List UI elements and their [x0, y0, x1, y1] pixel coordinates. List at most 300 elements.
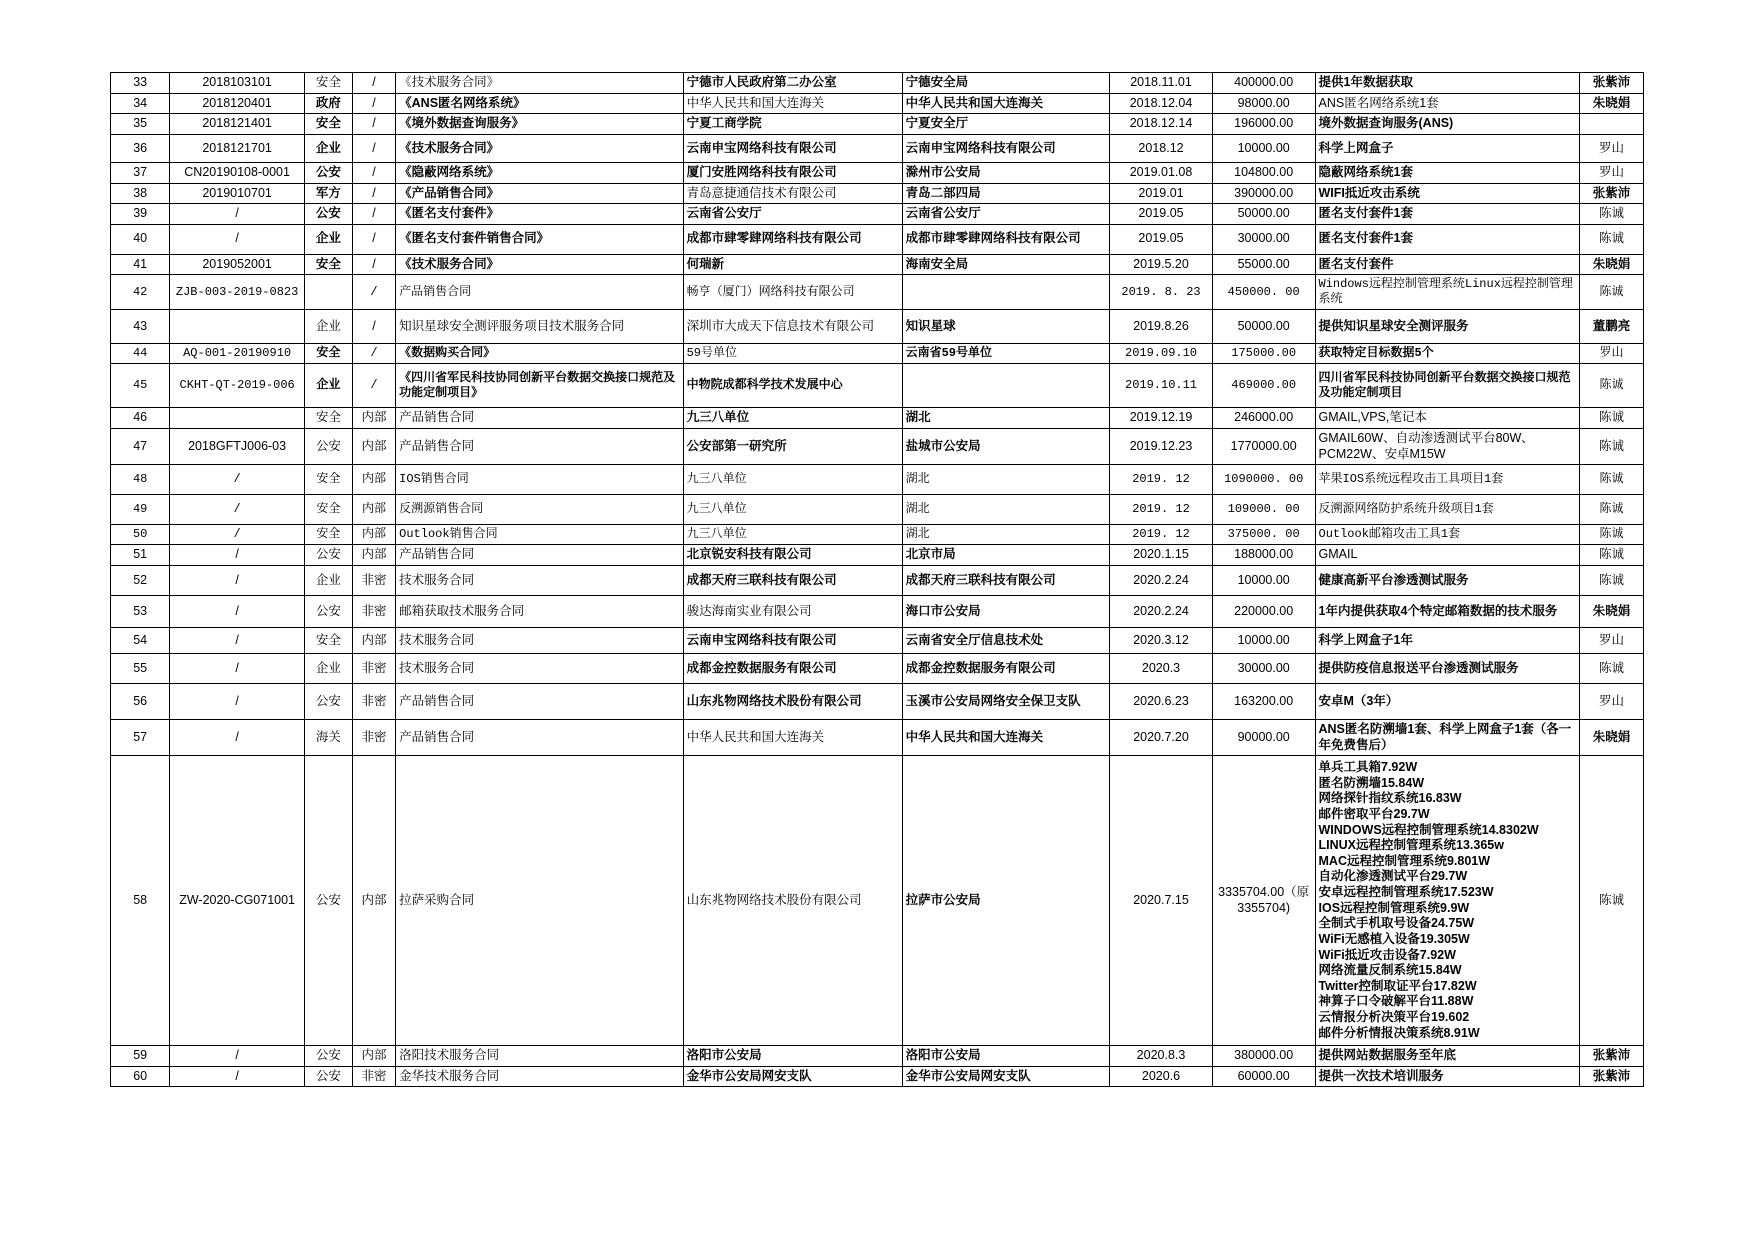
cell-amount: 375000. 00 [1212, 525, 1315, 545]
cell-contract-number: 2018120401 [170, 93, 305, 114]
table-row [111, 254, 1644, 275]
cell-party-a: 北京锐安科技有限公司 [683, 545, 902, 566]
cell-contract-name: 《技术服务合同》 [396, 254, 683, 275]
cell-secrecy: 非密 [352, 719, 395, 755]
cell-category: 企业 [304, 134, 352, 162]
cell-amount: 50000.00 [1212, 310, 1315, 344]
cell-service-content: 匿名支付套件1套 [1315, 224, 1580, 254]
cell-amount: 50000.00 [1212, 204, 1315, 225]
cell-contract-number: / [170, 545, 305, 566]
cell-index: 51 [111, 545, 170, 566]
cell-party-a: 山东兆物网络技术股份有限公司 [683, 756, 902, 1046]
cell-party-b: 宁夏安全厅 [902, 114, 1110, 135]
table-row [111, 719, 1644, 755]
cell-amount: 450000. 00 [1212, 275, 1315, 310]
cell-contract-name: 《隐蔽网络系统》 [396, 162, 683, 183]
cell-secrecy: 内部 [352, 525, 395, 545]
cell-sign-date: 2020.2.24 [1110, 565, 1213, 595]
cell-category: 企业 [304, 653, 352, 683]
cell-amount: 196000.00 [1212, 114, 1315, 135]
cell-contract-number: / [170, 627, 305, 653]
cell-owner: 陈诚 [1580, 545, 1644, 566]
cell-owner: 董鹏亮 [1580, 310, 1644, 344]
cell-contract-name: 《技术服务合同》 [396, 134, 683, 162]
cell-amount: 175000.00 [1212, 344, 1315, 364]
cell-service-content: Windows远程控制管理系统Linux远程控制管理系统 [1315, 275, 1580, 310]
cell-sign-date: 2019.10.11 [1110, 364, 1213, 408]
cell-party-b: 湖北 [902, 465, 1110, 495]
cell-index: 36 [111, 134, 170, 162]
cell-index: 41 [111, 254, 170, 275]
cell-sign-date: 2019.12.19 [1110, 408, 1213, 429]
cell-secrecy: / [352, 73, 395, 94]
service-content-item: 云情报分析决策平台19.602 [1318, 1010, 1470, 1024]
cell-owner: 陈诚 [1580, 495, 1644, 525]
cell-contract-number: ZJB-003-2019-0823 [170, 275, 305, 310]
cell-service-content: GMAIL [1315, 545, 1580, 566]
cell-category: 企业 [304, 364, 352, 408]
cell-owner: 张紫沛 [1580, 1066, 1644, 1087]
cell-contract-number: 2018121401 [170, 114, 305, 135]
cell-amount: 469000.00 [1212, 364, 1315, 408]
cell-amount: 30000.00 [1212, 224, 1315, 254]
cell-party-b [902, 364, 1110, 408]
cell-secrecy: 非密 [352, 683, 395, 719]
cell-party-b: 海南安全局 [902, 254, 1110, 275]
cell-party-a: 九三八单位 [683, 525, 902, 545]
cell-index: 38 [111, 183, 170, 204]
cell-owner: 罗山 [1580, 627, 1644, 653]
cell-party-a: 金华市公安局网安支队 [683, 1066, 902, 1087]
cell-index: 53 [111, 595, 170, 627]
cell-party-b: 湖北 [902, 408, 1110, 429]
cell-sign-date: 2019.01.08 [1110, 162, 1213, 183]
cell-secrecy: 内部 [352, 1046, 395, 1067]
cell-service-content: 提供1年数据获取 [1315, 73, 1580, 94]
cell-service-content: 隐蔽网络系统1套 [1315, 162, 1580, 183]
cell-owner: 陈诚 [1580, 756, 1644, 1046]
cell-secrecy: 内部 [352, 495, 395, 525]
cell-contract-name: 技术服务合同 [396, 627, 683, 653]
service-content-item: LINUX远程控制管理系统13.365w [1318, 838, 1504, 853]
cell-party-b: 拉萨市公安局 [902, 756, 1110, 1046]
cell-service-content: ANS匿名网络系统1套 [1315, 93, 1580, 114]
cell-party-b: 云南省安全厅信息技术处 [902, 627, 1110, 653]
cell-party-b: 北京市局 [902, 545, 1110, 566]
cell-contract-number: / [170, 204, 305, 225]
cell-party-b: 云南申宝网络科技有限公司 [902, 134, 1110, 162]
cell-index: 54 [111, 627, 170, 653]
cell-category: 公安 [304, 162, 352, 183]
cell-service-content: 1年内提供获取4个特定邮箱数据的技术服务 [1315, 595, 1580, 627]
cell-party-b: 成都金控数据服务有限公司 [902, 653, 1110, 683]
cell-category: 安全 [304, 254, 352, 275]
cell-amount: 98000.00 [1212, 93, 1315, 114]
cell-amount: 380000.00 [1212, 1046, 1315, 1067]
cell-contract-name: 《匿名支付套件》 [396, 204, 683, 225]
cell-owner: 陈诚 [1580, 429, 1644, 465]
cell-amount: 10000.00 [1212, 627, 1315, 653]
cell-party-b: 成都天府三联科技有限公司 [902, 565, 1110, 595]
cell-category: 安全 [304, 408, 352, 429]
cell-party-a: 厦门安胜网络科技有限公司 [683, 162, 902, 183]
cell-party-b: 洛阳市公安局 [902, 1046, 1110, 1067]
cell-service-content: 匿名支付套件1套 [1315, 204, 1580, 225]
service-content-list [1319, 760, 1577, 1041]
cell-party-b: 湖北 [902, 495, 1110, 525]
cell-secrecy: 非密 [352, 595, 395, 627]
cell-sign-date: 2019.8.26 [1110, 310, 1213, 344]
cell-owner: 朱晓娟 [1580, 719, 1644, 755]
cell-index: 46 [111, 408, 170, 429]
cell-index: 40 [111, 224, 170, 254]
contract-sheet [110, 72, 1644, 1087]
cell-party-b: 海口市公安局 [902, 595, 1110, 627]
cell-amount: 90000.00 [1212, 719, 1315, 755]
cell-sign-date: 2020.6.23 [1110, 683, 1213, 719]
table-row [111, 683, 1644, 719]
cell-sign-date: 2020.1.15 [1110, 545, 1213, 566]
cell-category [304, 275, 352, 310]
cell-index: 56 [111, 683, 170, 719]
cell-party-b: 成都市肆零肆网络科技有限公司 [902, 224, 1110, 254]
cell-category: 安全 [304, 525, 352, 545]
cell-category: 企业 [304, 565, 352, 595]
cell-category: 企业 [304, 310, 352, 344]
cell-contract-number: 2018103101 [170, 73, 305, 94]
cell-party-a: 中物院成都科学技术发展中心 [683, 364, 902, 408]
cell-contract-number: 2019010701 [170, 183, 305, 204]
cell-contract-name: 《技术服务合同》 [396, 73, 683, 94]
cell-contract-number: / [170, 465, 305, 495]
cell-amount: 109000. 00 [1212, 495, 1315, 525]
table-row [111, 545, 1644, 566]
cell-service-content [1315, 756, 1580, 1046]
cell-index: 45 [111, 364, 170, 408]
cell-sign-date: 2020.7.20 [1110, 719, 1213, 755]
cell-index: 37 [111, 162, 170, 183]
cell-sign-date: 2020.2.24 [1110, 595, 1213, 627]
cell-secrecy: 内部 [352, 756, 395, 1046]
cell-owner: 陈诚 [1580, 465, 1644, 495]
cell-contract-number: / [170, 525, 305, 545]
cell-amount: 188000.00 [1212, 545, 1315, 566]
cell-owner: 陈诚 [1580, 653, 1644, 683]
cell-secrecy: 内部 [352, 545, 395, 566]
cell-secrecy: / [352, 134, 395, 162]
cell-contract-number: / [170, 683, 305, 719]
cell-service-content: GMAIL,VPS,笔记本 [1315, 408, 1580, 429]
cell-amount: 220000.00 [1212, 595, 1315, 627]
cell-sign-date: 2020.3.12 [1110, 627, 1213, 653]
cell-contract-number: ZW-2020-CG071001 [170, 756, 305, 1046]
cell-category: 安全 [304, 465, 352, 495]
table-row [111, 344, 1644, 364]
cell-category: 安全 [304, 344, 352, 364]
cell-category: 海关 [304, 719, 352, 755]
cell-secrecy: 内部 [352, 429, 395, 465]
cell-party-a: 九三八单位 [683, 495, 902, 525]
cell-contract-name: 产品销售合同 [396, 408, 683, 429]
cell-contract-name: 洛阳技术服务合同 [396, 1046, 683, 1067]
cell-sign-date: 2019. 8. 23 [1110, 275, 1213, 310]
cell-party-b: 青岛二部四局 [902, 183, 1110, 204]
cell-category: 公安 [304, 545, 352, 566]
cell-sign-date: 2019.05 [1110, 224, 1213, 254]
cell-contract-name: 产品销售合同 [396, 275, 683, 310]
cell-service-content: 科学上网盒子1年 [1315, 627, 1580, 653]
cell-index: 60 [111, 1066, 170, 1087]
cell-amount: 10000.00 [1212, 134, 1315, 162]
cell-sign-date: 2020.6 [1110, 1066, 1213, 1087]
cell-contract-name: 金华技术服务合同 [396, 1066, 683, 1087]
service-content-item: WiFi抵近攻击设备7.92W [1318, 947, 1456, 962]
service-content-item: IOS远程控制管理系统9.9W [1318, 900, 1470, 915]
cell-service-content: 苹果IOS系统远程攻击工具项目1套 [1315, 465, 1580, 495]
cell-index: 47 [111, 429, 170, 465]
cell-index: 48 [111, 465, 170, 495]
cell-contract-number: / [170, 1046, 305, 1067]
cell-secrecy: / [352, 93, 395, 114]
cell-contract-number: / [170, 595, 305, 627]
cell-contract-number: 2018121701 [170, 134, 305, 162]
cell-party-a: 青岛意捷通信技术有限公司 [683, 183, 902, 204]
cell-party-b: 湖北 [902, 525, 1110, 545]
cell-contract-name: 产品销售合同 [396, 683, 683, 719]
service-content-item: 网络流量反制系统15.84W [1318, 963, 1462, 978]
cell-contract-name: 《匿名支付套件销售合同》 [396, 224, 683, 254]
table-row [111, 565, 1644, 595]
cell-amount: 390000.00 [1212, 183, 1315, 204]
service-content-item: 邮件分析情报决策系统8.91W [1318, 1025, 1480, 1040]
cell-index: 44 [111, 344, 170, 364]
cell-contract-number: CKHT-QT-2019-006 [170, 364, 305, 408]
cell-sign-date: 2018.12.14 [1110, 114, 1213, 135]
cell-party-b: 滁州市公安局 [902, 162, 1110, 183]
service-content-item: WiFi无感植入设备19.305W [1318, 931, 1470, 946]
service-content-item: 网络探针指纹系统16.83W [1318, 791, 1462, 806]
cell-amount: 104800.00 [1212, 162, 1315, 183]
cell-party-a: 何瑞新 [683, 254, 902, 275]
table-row [111, 627, 1644, 653]
cell-party-a: 成都市肆零肆网络科技有限公司 [683, 224, 902, 254]
service-content-item: 单兵工具箱7.92W [1318, 760, 1418, 774]
cell-service-content: 提供一次技术培训服务 [1315, 1066, 1580, 1087]
cell-contract-name: IOS销售合同 [396, 465, 683, 495]
service-content-item: 神算子口令破解平台11.88W [1318, 994, 1474, 1009]
cell-service-content: WIFI抵近攻击系统 [1315, 183, 1580, 204]
cell-category: 公安 [304, 756, 352, 1046]
cell-service-content: 健康高新平台渗透测试服务 [1315, 565, 1580, 595]
cell-owner: 朱晓娟 [1580, 254, 1644, 275]
cell-sign-date: 2018.11.01 [1110, 73, 1213, 94]
cell-category: 公安 [304, 1066, 352, 1087]
cell-owner [1580, 114, 1644, 135]
cell-service-content: ANS匿名防溯墙1套、科学上网盒子1套（各一年免费售后） [1315, 719, 1580, 755]
cell-secrecy: / [352, 183, 395, 204]
cell-category: 安全 [304, 495, 352, 525]
cell-owner: 罗山 [1580, 162, 1644, 183]
cell-secrecy: 内部 [352, 465, 395, 495]
cell-contract-number: / [170, 495, 305, 525]
table-row [111, 204, 1644, 225]
cell-party-a: 九三八单位 [683, 408, 902, 429]
cell-owner: 朱晓娟 [1580, 595, 1644, 627]
cell-service-content: 提供防疫信息报送平台渗透测试服务 [1315, 653, 1580, 683]
cell-service-content: 反溯源网络防护系统升级项目1套 [1315, 495, 1580, 525]
cell-sign-date: 2019.12.23 [1110, 429, 1213, 465]
cell-index: 42 [111, 275, 170, 310]
cell-contract-name: Outlook销售合同 [396, 525, 683, 545]
cell-party-b: 盐城市公安局 [902, 429, 1110, 465]
table-row [111, 224, 1644, 254]
cell-category: 公安 [304, 204, 352, 225]
cell-secrecy: / [352, 204, 395, 225]
cell-amount: 60000.00 [1212, 1066, 1315, 1087]
cell-owner: 朱晓娟 [1580, 93, 1644, 114]
cell-amount: 163200.00 [1212, 683, 1315, 719]
cell-category: 军方 [304, 183, 352, 204]
contract-table-body [111, 73, 1644, 1087]
cell-index: 49 [111, 495, 170, 525]
cell-sign-date: 2019. 12 [1110, 525, 1213, 545]
cell-service-content: GMAIL60W、自动渗透测试平台80W、PCM22W、安卓M15W [1315, 429, 1580, 465]
table-row [111, 595, 1644, 627]
cell-index: 59 [111, 1046, 170, 1067]
cell-owner: 罗山 [1580, 134, 1644, 162]
cell-secrecy: 内部 [352, 408, 395, 429]
cell-service-content: 获取特定目标数据5个 [1315, 344, 1580, 364]
cell-contract-number: / [170, 565, 305, 595]
table-row [111, 408, 1644, 429]
table-row [111, 429, 1644, 465]
table-row [111, 162, 1644, 183]
cell-sign-date: 2019.01 [1110, 183, 1213, 204]
cell-contract-number: CN20190108-0001 [170, 162, 305, 183]
service-content-item: 匿名防溯墙15.84W [1318, 775, 1425, 790]
cell-sign-date: 2018.12 [1110, 134, 1213, 162]
service-content-item: 全制式手机取号设备24.75W [1318, 916, 1475, 931]
cell-contract-number: / [170, 1066, 305, 1087]
cell-index: 43 [111, 310, 170, 344]
cell-party-a: 云南申宝网络科技有限公司 [683, 134, 902, 162]
cell-party-a: 山东兆物网络技术股份有限公司 [683, 683, 902, 719]
cell-secrecy: / [352, 275, 395, 310]
service-content-item: 自动化渗透测试平台29.7W [1318, 869, 1468, 884]
cell-party-a: 深圳市大成天下信息技术有限公司 [683, 310, 902, 344]
cell-category: 公安 [304, 429, 352, 465]
cell-party-b: 金华市公安局网安支队 [902, 1066, 1110, 1087]
cell-party-b: 云南省公安厅 [902, 204, 1110, 225]
cell-service-content: 匿名支付套件 [1315, 254, 1580, 275]
cell-index: 55 [111, 653, 170, 683]
cell-contract-name: 技术服务合同 [396, 565, 683, 595]
cell-index: 39 [111, 204, 170, 225]
table-row [111, 1066, 1644, 1087]
cell-sign-date: 2018.12.04 [1110, 93, 1213, 114]
cell-sign-date: 2019. 12 [1110, 465, 1213, 495]
cell-contract-number: 2018GFTJ006-03 [170, 429, 305, 465]
cell-sign-date: 2020.8.3 [1110, 1046, 1213, 1067]
cell-contract-name: 邮箱获取技术服务合同 [396, 595, 683, 627]
cell-category: 安全 [304, 627, 352, 653]
cell-party-a: 云南申宝网络科技有限公司 [683, 627, 902, 653]
cell-category: 政府 [304, 93, 352, 114]
cell-party-a: 成都金控数据服务有限公司 [683, 653, 902, 683]
service-content-item: 安卓远程控制管理系统17.523W [1318, 885, 1494, 899]
cell-index: 50 [111, 525, 170, 545]
cell-party-a: 云南省公安厅 [683, 204, 902, 225]
cell-party-b: 知识星球 [902, 310, 1110, 344]
cell-sign-date: 2019. 12 [1110, 495, 1213, 525]
cell-contract-name: 技术服务合同 [396, 653, 683, 683]
cell-service-content: Outlook邮箱攻击工具1套 [1315, 525, 1580, 545]
contract-table [110, 72, 1644, 1087]
cell-owner: 陈诚 [1580, 275, 1644, 310]
cell-amount: 3335704.00（原3355704) [1212, 756, 1315, 1046]
cell-service-content: 科学上网盒子 [1315, 134, 1580, 162]
service-content-item: 邮件密取平台29.7W [1318, 806, 1430, 821]
cell-owner: 罗山 [1580, 683, 1644, 719]
cell-contract-number: AQ-001-20190910 [170, 344, 305, 364]
cell-party-a: 成都天府三联科技有限公司 [683, 565, 902, 595]
cell-contract-name: 反溯源销售合同 [396, 495, 683, 525]
cell-contract-name: 知识星球安全测评服务项目技术服务合同 [396, 310, 683, 344]
cell-party-a: 59号单位 [683, 344, 902, 364]
cell-service-content: 安卓M（3年） [1315, 683, 1580, 719]
cell-party-b: 中华人民共和国大连海关 [902, 93, 1110, 114]
cell-party-a: 中华人民共和国大连海关 [683, 719, 902, 755]
cell-secrecy: / [352, 162, 395, 183]
cell-service-content: 提供网站数据服务至年底 [1315, 1046, 1580, 1067]
cell-amount: 246000.00 [1212, 408, 1315, 429]
cell-party-b [902, 275, 1110, 310]
table-row [111, 134, 1644, 162]
cell-party-a: 骏达海南实业有限公司 [683, 595, 902, 627]
table-row [111, 495, 1644, 525]
cell-secrecy: / [352, 254, 395, 275]
cell-index: 34 [111, 93, 170, 114]
cell-owner: 陈诚 [1580, 565, 1644, 595]
table-row [111, 114, 1644, 135]
cell-contract-number [170, 310, 305, 344]
cell-party-b: 宁德安全局 [902, 73, 1110, 94]
cell-owner: 罗山 [1580, 344, 1644, 364]
cell-owner: 陈诚 [1580, 364, 1644, 408]
cell-contract-number: / [170, 719, 305, 755]
service-content-item: MAC远程控制管理系统9.801W [1318, 853, 1491, 868]
cell-index: 52 [111, 565, 170, 595]
cell-party-a: 公安部第一研究所 [683, 429, 902, 465]
cell-secrecy: / [352, 114, 395, 135]
cell-party-a: 宁夏工商学院 [683, 114, 902, 135]
cell-service-content: 提供知识星球安全测评服务 [1315, 310, 1580, 344]
cell-category: 安全 [304, 114, 352, 135]
cell-amount: 1770000.00 [1212, 429, 1315, 465]
cell-contract-name: 产品销售合同 [396, 545, 683, 566]
cell-owner: 张紫沛 [1580, 183, 1644, 204]
cell-contract-name: 拉萨采购合同 [396, 756, 683, 1046]
cell-secrecy: 内部 [352, 627, 395, 653]
cell-contract-name: 产品销售合同 [396, 429, 683, 465]
cell-owner: 陈诚 [1580, 224, 1644, 254]
table-row [111, 310, 1644, 344]
table-row [111, 275, 1644, 310]
cell-sign-date: 2020.7.15 [1110, 756, 1213, 1046]
table-row [111, 183, 1644, 204]
cell-party-b: 云南省59号单位 [902, 344, 1110, 364]
cell-amount: 30000.00 [1212, 653, 1315, 683]
